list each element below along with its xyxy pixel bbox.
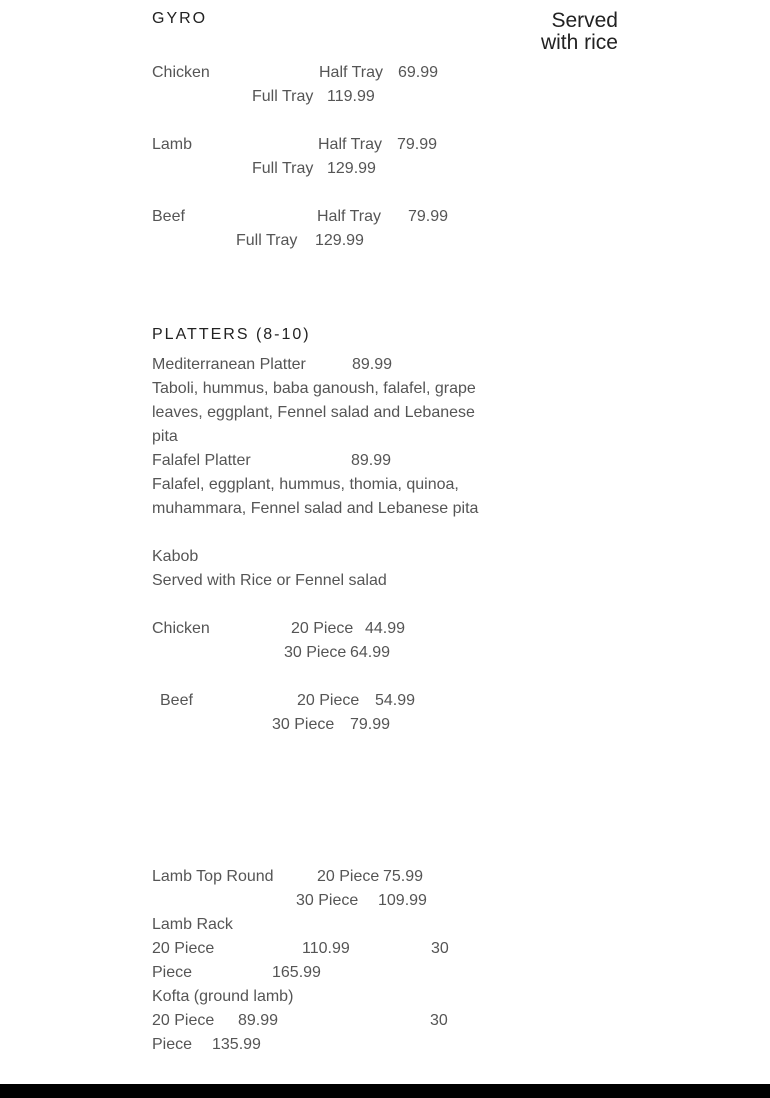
- kabob-chicken-20-label: 20 Piece: [291, 620, 354, 637]
- kofta-name: Kofta (ground lamb): [152, 988, 294, 1005]
- gyro-chicken-name: Chicken: [152, 64, 210, 81]
- falafel-platter-name: Falafel Platter: [152, 452, 251, 469]
- lamb-top-round-20-label: 20 Piece: [317, 868, 380, 885]
- lamb-rack-name: Lamb Rack: [152, 916, 233, 933]
- kabob-beef-name: Beef: [160, 692, 193, 709]
- lamb-top-round-20-price: 75.99: [383, 868, 424, 885]
- kabob-beef-30-price: 79.99: [350, 716, 391, 733]
- kabob-chicken-30-label: 30 Piece: [284, 644, 347, 661]
- kabob-heading: Kabob: [152, 548, 199, 565]
- gyro-beef-half-price: 79.99: [408, 208, 449, 225]
- kofta-30-price: 135.99: [212, 1036, 261, 1053]
- served-line-1: Served: [551, 9, 618, 32]
- kofta-30-number: 30: [430, 1012, 448, 1029]
- kofta-30-word: Piece: [152, 1036, 193, 1053]
- served-line-2: with rice: [540, 31, 618, 54]
- gyro-lamb-name: Lamb: [152, 136, 193, 153]
- falafel-platter-price: 89.99: [351, 452, 392, 469]
- lamb-rack-30-number: 30: [431, 940, 449, 957]
- gyro-beef-name: Beef: [152, 208, 185, 225]
- kabob-chicken-name: Chicken: [152, 620, 210, 637]
- kabob-beef-20-price: 54.99: [375, 692, 416, 709]
- falafel-platter-description: Falafel, eggplant, hummus, thomia, quinoa, muhammara, Fennel salad and Lebanese pita: [152, 476, 479, 517]
- lamb-top-round-30-label: 30 Piece: [296, 892, 359, 909]
- gyro-beef-full-price: 129.99: [315, 232, 364, 249]
- gyro-heading: GYRO: [152, 10, 208, 27]
- bottom-bar: [0, 1084, 770, 1098]
- kabob-beef-20-label: 20 Piece: [297, 692, 360, 709]
- gyro-beef-full-label: Full Tray: [236, 232, 298, 249]
- lamb-rack-30-price: 165.99: [272, 964, 321, 981]
- gyro-chicken-full-price: 119.99: [327, 88, 375, 105]
- kofta-20-label: 20 Piece: [152, 1012, 215, 1029]
- lamb-top-round-30-price: 109.99: [378, 892, 427, 909]
- lamb-top-round-name: Lamb Top Round: [152, 868, 274, 885]
- kabob-beef-30-label: 30 Piece: [272, 716, 335, 733]
- gyro-lamb-half-price: 79.99: [397, 136, 438, 153]
- gyro-lamb-full-price: 129.99: [327, 160, 376, 177]
- lamb-rack-20-label: 20 Piece: [152, 940, 215, 957]
- lamb-rack-30-word: Piece: [152, 964, 193, 981]
- kofta-20-price: 89.99: [238, 1012, 279, 1029]
- served-with-rice-note: [541, 10, 618, 54]
- platters-heading: PLATTERS (8-10): [152, 326, 311, 343]
- lamb-rack-20-price: 110.99: [302, 940, 350, 957]
- gyro-chicken-half-label: Half Tray: [319, 64, 384, 81]
- mediterranean-platter-description: Taboli, hummus, baba ganoush, falafel, grape leaves, eggplant, Fennel salad and Lebanese pita: [152, 380, 476, 445]
- mediterranean-platter-name: Mediterranean Platter: [152, 356, 306, 373]
- gyro-beef-half-label: Half Tray: [317, 208, 382, 225]
- kabob-chicken-20-price: 44.99: [365, 620, 406, 637]
- gyro-lamb-full-label: Full Tray: [252, 160, 314, 177]
- mediterranean-platter-price: 89.99: [352, 356, 393, 373]
- gyro-chicken-half-price: 69.99: [398, 64, 439, 81]
- gyro-chicken-full-label: Full Tray: [252, 88, 314, 105]
- kabob-chicken-30-price: 64.99: [350, 644, 391, 661]
- gyro-lamb-half-label: Half Tray: [318, 136, 383, 153]
- kabob-note: Served with Rice or Fennel salad: [152, 572, 387, 589]
